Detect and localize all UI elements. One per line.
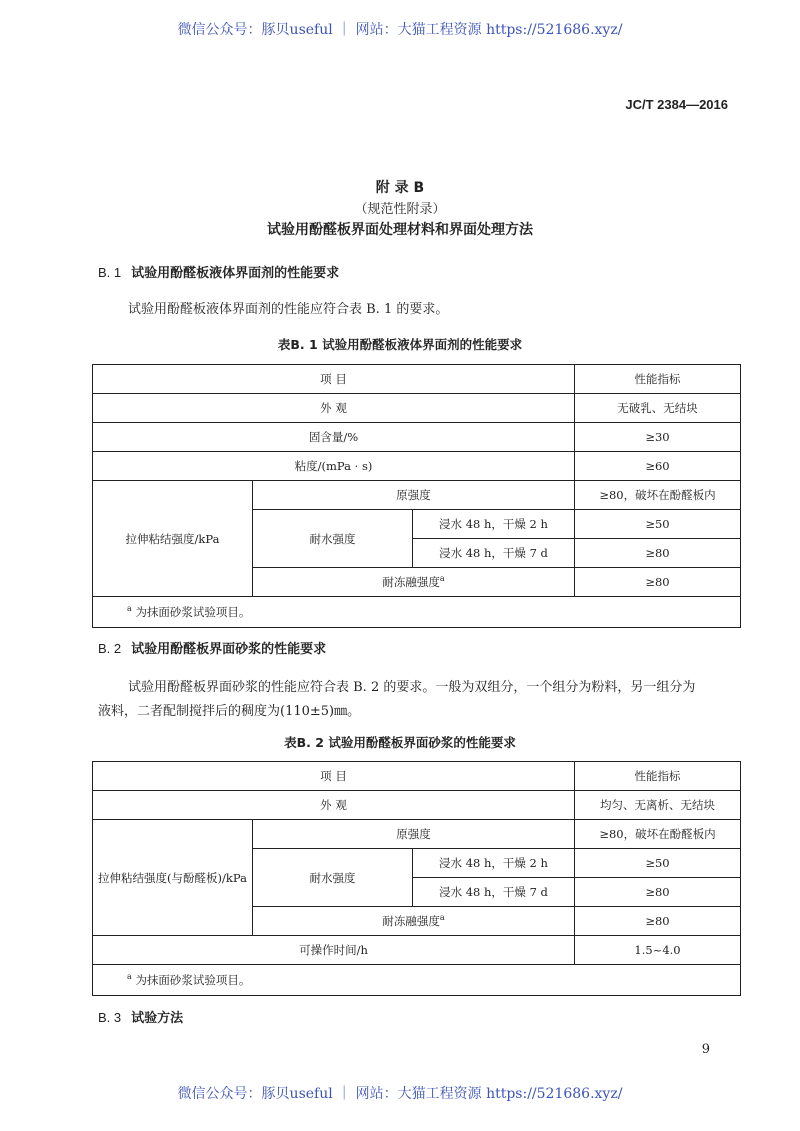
row-label: 可操作时间/h (93, 936, 575, 965)
freeze-label: 耐冻融强度 (382, 914, 440, 928)
table-row (93, 423, 741, 452)
section-title: 试验用酚醛板界面砂浆的性能要求 (131, 642, 327, 657)
footnote-marker: a (127, 604, 132, 614)
section-number: B. 3 (98, 1010, 122, 1025)
header-spec: 性能指标 (575, 762, 741, 791)
table-row (93, 365, 741, 394)
section-title: 试验方法 (131, 1011, 184, 1026)
row-value: 无破乳、无结块 (575, 394, 741, 423)
paragraph-text: 试验用酚醛板液体界面剂的性能应符合表 B. 1 的要求。 (128, 302, 449, 317)
table-b1 (92, 364, 741, 628)
row-label: 粘度/(mPa · s) (93, 452, 575, 481)
table-b1-caption: 表B. 1 试验用酚醛板液体界面剂的性能要求 (277, 337, 523, 352)
watermark-top: 微信公众号：豚贝useful ｜ 网站：大猫工程资源 https://521686.xyz/ (177, 22, 623, 38)
section-b2-heading (98, 638, 326, 657)
row-value: ≥30 (575, 423, 741, 452)
table-row (93, 936, 741, 965)
row-value: 1.5~4.0 (575, 936, 741, 965)
row-label: 浸水 48 h，干燥 2 h (413, 510, 575, 539)
section-number: B. 2 (98, 641, 122, 656)
table-note (93, 965, 741, 996)
row-value: ≥80，破坏在酚醛板内 (575, 481, 741, 510)
paragraph-text: 试验用酚醛板界面砂浆的性能应符合表 B. 2 的要求。一般为双组分，一个组分为粉料，另一组分为 (128, 680, 696, 695)
table-row (93, 597, 741, 628)
row-value: ≥80 (575, 878, 741, 907)
row-label: 外 观 (93, 791, 575, 820)
footnote-marker: a (127, 972, 132, 982)
note-text: 为抹面砂浆试验项目。 (135, 605, 251, 619)
table-row (93, 820, 741, 849)
standard-number: JC/T 2384—2016 (625, 97, 728, 112)
row-label: 外 观 (93, 394, 575, 423)
water-strength-label: 耐水强度 (253, 510, 413, 568)
page-number: 9 (701, 1042, 710, 1057)
row-label: 原强度 (253, 481, 575, 510)
row-label: 固含量/% (93, 423, 575, 452)
row-label: 原强度 (253, 820, 575, 849)
row-value: ≥80 (575, 568, 741, 597)
row-value: ≥50 (575, 510, 741, 539)
footnote-marker: a (439, 574, 445, 584)
appendix-subtitle: 试验用酚醛板界面处理材料和界面处理方法 (267, 222, 533, 238)
appendix-title: 附 录 B (375, 180, 425, 196)
header-item: 项 目 (93, 762, 575, 791)
table-b2 (92, 761, 741, 996)
row-label (253, 907, 575, 936)
row-value: 均匀、无离析、无结块 (575, 791, 741, 820)
section-title: 试验用酚醛板液体界面剂的性能要求 (131, 266, 340, 281)
section-b2-paragraph (98, 676, 738, 724)
table-row (93, 394, 741, 423)
freeze-label: 耐冻融强度 (382, 575, 440, 589)
row-value: ≥80 (575, 907, 741, 936)
table-b2-caption: 表B. 2 试验用酚醛板界面砂浆的性能要求 (284, 735, 516, 750)
water-strength-label: 耐水强度 (253, 849, 413, 907)
appendix-type: （规范性附录） (354, 202, 446, 217)
table-note (93, 597, 741, 628)
watermark-bottom: 微信公众号：豚贝useful ｜ 网站：大猫工程资源 https://521686.xyz/ (177, 1086, 623, 1102)
row-label: 浸水 48 h，干燥 7 d (413, 539, 575, 568)
header-item: 项 目 (93, 365, 575, 394)
table-row (93, 791, 741, 820)
row-value: ≥50 (575, 849, 741, 878)
table-row (93, 762, 741, 791)
section-number: B. 1 (98, 265, 122, 280)
paragraph-text: 液料，二者配制搅拌后的稠度为(110±5)㎜。 (98, 704, 361, 719)
section-b1-heading (98, 262, 339, 281)
note-text: 为抹面砂浆试验项目。 (135, 973, 251, 987)
section-b3-heading (98, 1007, 183, 1026)
table-row (93, 481, 741, 510)
header-spec: 性能指标 (575, 365, 741, 394)
row-value: ≥80，破坏在酚醛板内 (575, 820, 741, 849)
table-row (93, 452, 741, 481)
row-label (253, 568, 575, 597)
row-label: 浸水 48 h，干燥 2 h (413, 849, 575, 878)
bond-strength-label: 拉伸粘结强度/kPa (93, 481, 253, 597)
bond-strength-label: 拉伸粘结强度(与酚醛板)/kPa (93, 820, 253, 936)
footnote-marker: a (439, 913, 445, 923)
row-value: ≥80 (575, 539, 741, 568)
table-row (93, 965, 741, 996)
row-label: 浸水 48 h，干燥 7 d (413, 878, 575, 907)
row-value: ≥60 (575, 452, 741, 481)
section-b1-paragraph (98, 298, 738, 322)
